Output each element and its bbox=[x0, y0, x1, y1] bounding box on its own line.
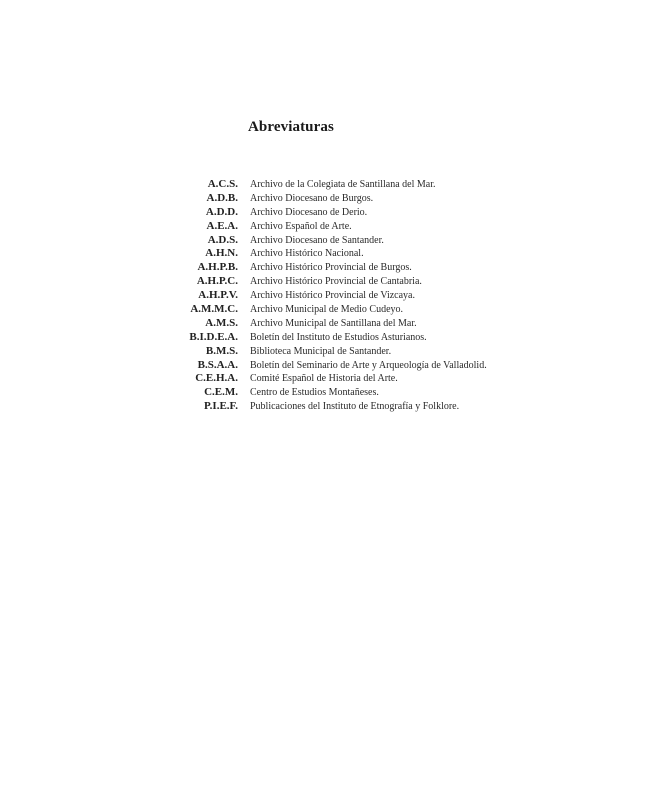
abbreviation-description: Boletín del Seminario de Arte y Arqueología de Valladolid. bbox=[250, 359, 487, 371]
abbreviation-entry bbox=[0, 192, 650, 206]
abbreviation-code: B.M.S. bbox=[205, 344, 238, 357]
page-title: Abreviaturas bbox=[248, 119, 334, 135]
abbreviation-code: A.H.N. bbox=[205, 247, 238, 260]
abbreviation-description: Archivo Municipal de Medio Cudeyo. bbox=[250, 304, 404, 316]
abbreviation-description: Archivo Español de Arte. bbox=[250, 220, 352, 232]
abbreviation-entry bbox=[0, 220, 650, 234]
abbreviation-entry bbox=[0, 303, 650, 317]
abbreviation-description: Comité Español de Historia del Arte. bbox=[250, 373, 398, 385]
abbreviation-code: A.M.S. bbox=[205, 316, 238, 329]
abbreviation-code: A.M.M.C. bbox=[190, 303, 238, 316]
abbreviation-description: Archivo Histórico Nacional. bbox=[250, 248, 364, 260]
abbreviation-code: A.H.P.V. bbox=[198, 289, 238, 302]
abbreviation-code: A.D.B. bbox=[206, 191, 238, 204]
abbreviation-code: A.H.P.B. bbox=[197, 261, 238, 274]
abbreviation-code: C.E.M. bbox=[204, 386, 238, 399]
abbreviation-description: Boletín del Instituto de Estudios Asturianos. bbox=[250, 331, 427, 343]
abbreviation-entry bbox=[0, 400, 650, 414]
abbreviation-code: P.I.E.F. bbox=[203, 400, 238, 413]
abbreviation-code: B.I.D.E.A. bbox=[189, 330, 238, 343]
abbreviation-entry bbox=[0, 206, 650, 220]
abbreviation-entry bbox=[0, 386, 650, 400]
abbreviation-entry bbox=[0, 345, 650, 359]
abbreviation-entry bbox=[0, 331, 650, 345]
abbreviation-code: A.C.S. bbox=[207, 178, 238, 190]
abbreviation-description: Archivo Diocesano de Burgos. bbox=[250, 192, 374, 204]
abbreviation-description: Archivo Diocesano de Derio. bbox=[250, 206, 368, 218]
abbreviation-entry bbox=[0, 178, 650, 192]
abbreviation-description: Centro de Estudios Montañeses. bbox=[250, 387, 379, 399]
abbreviation-description: Archivo de la Colegiata de Santillana del Mar. bbox=[250, 179, 436, 190]
abbreviation-description: Archivo Histórico Provincial de Vizcaya. bbox=[250, 290, 415, 302]
abbreviation-entry bbox=[0, 275, 650, 289]
abbreviation-code: B.S.A.A. bbox=[197, 358, 238, 371]
abbreviation-code: A.D.S. bbox=[207, 233, 238, 246]
abbreviation-entry bbox=[0, 289, 650, 303]
abbreviation-entry bbox=[0, 247, 650, 261]
abbreviation-entry bbox=[0, 234, 650, 248]
abbreviation-code: A.E.A. bbox=[206, 219, 238, 232]
abbreviation-code: A.D.D. bbox=[205, 205, 238, 218]
abbreviation-code: A.H.P.C. bbox=[196, 275, 238, 288]
abbreviation-code: C.E.H.A. bbox=[195, 372, 238, 385]
abbreviation-entry bbox=[0, 359, 650, 373]
abbreviation-description: Publicaciones del Instituto de Etnografía y Folklore. bbox=[250, 401, 460, 413]
abbreviation-description: Archivo Histórico Provincial de Burgos. bbox=[250, 262, 412, 274]
abbreviation-entry bbox=[0, 372, 650, 386]
abbreviation-description: Archivo Histórico Provincial de Cantabria. bbox=[250, 276, 422, 288]
abbreviation-entry bbox=[0, 261, 650, 275]
abbreviation-description: Archivo Diocesano de Santander. bbox=[250, 234, 384, 246]
abbreviation-entry bbox=[0, 317, 650, 331]
abbreviation-list bbox=[0, 178, 650, 414]
abbreviation-description: Archivo Municipal de Santillana del Mar. bbox=[250, 317, 417, 329]
abbreviation-description: Biblioteca Municipal de Santander. bbox=[250, 345, 392, 357]
